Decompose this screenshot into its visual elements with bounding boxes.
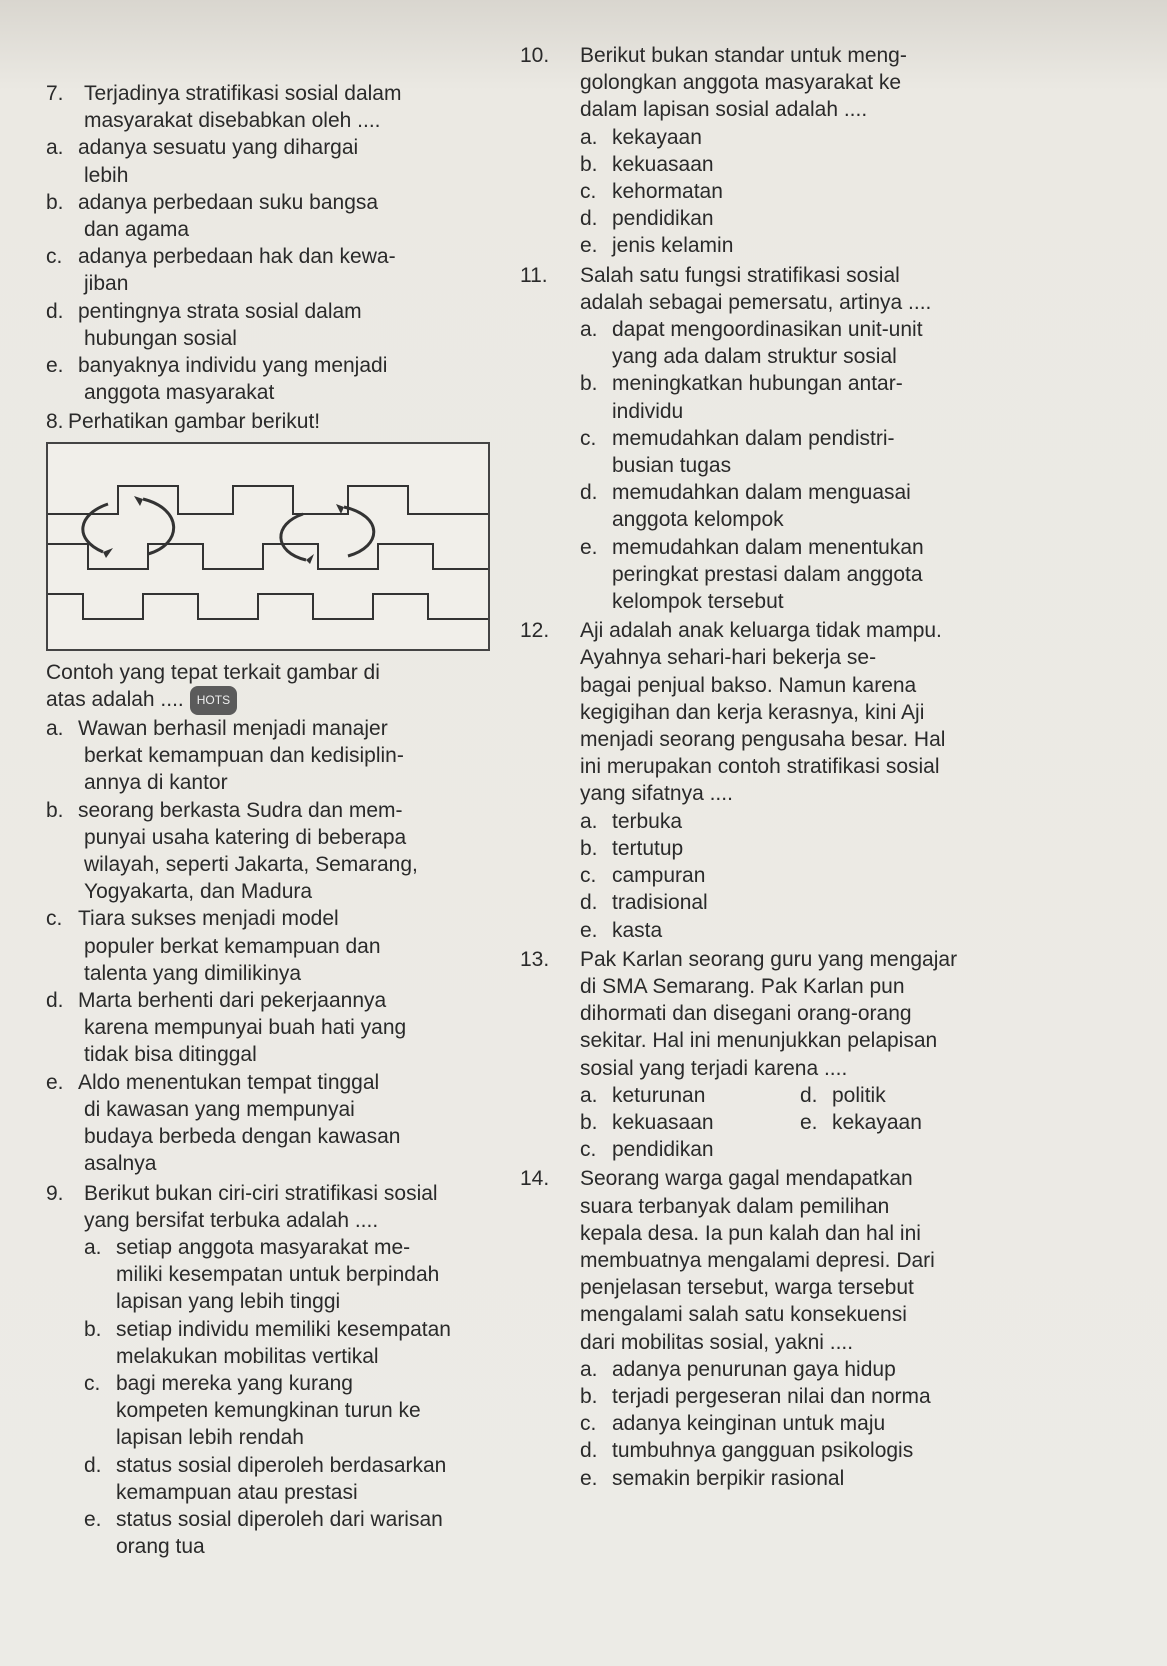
option-text: tidak bisa ditinggal: [84, 1043, 257, 1067]
question-stem: kepala desa. Ia pun kalah dan hal ini: [580, 1221, 921, 1245]
option-text: karena mempunyai buah hati yang: [84, 1016, 407, 1040]
option-e[interactable]: e. kasta: [580, 918, 663, 942]
question-stem: sekitar. Hal ini menunjukkan pelapisan: [580, 1029, 938, 1053]
option-d[interactable]: d. tumbuhnya gangguan psikologis: [580, 1439, 914, 1463]
question-stem: yang bersifat terbuka adalah ....: [84, 1208, 379, 1232]
option-text: miliki kesempatan untuk berpindah: [116, 1263, 440, 1287]
question-stem: membuatnya mengalami depresi. Dari: [580, 1248, 935, 1272]
option-b[interactable]: b. terjadi pergeseran nilai dan norma: [580, 1384, 931, 1408]
option-a[interactable]: a. dapat mengoordinasikan unit-unit: [580, 318, 923, 342]
option-c[interactable]: c. campuran: [580, 864, 706, 888]
option-b[interactable]: b. adanya perbedaan suku bangsa: [46, 190, 379, 214]
option-c[interactable]: c. memudahkan dalam pendistri-: [580, 426, 895, 450]
question-stem: sosial yang terjadi karena ....: [580, 1056, 848, 1080]
option-text: punyai usaha katering di beberapa: [84, 825, 407, 849]
option-text: wilayah, seperti Jakarta, Semarang,: [84, 853, 418, 877]
question-7: [46, 80, 566, 406]
question-number: 12.: [520, 619, 550, 643]
option-text: dan agama: [84, 218, 190, 242]
option-text: Yogyakarta, dan Madura: [84, 880, 313, 904]
option-b[interactable]: b. kekuasaan: [580, 152, 714, 176]
option-text: orang tua: [116, 1535, 205, 1559]
question-9: [46, 1180, 566, 1561]
option-a[interactable]: a. adanya sesuatu yang dihargai: [46, 136, 359, 160]
question-stem: Seorang warga gagal mendapatkan: [580, 1167, 913, 1191]
question-14: [520, 1165, 1140, 1491]
option-d[interactable]: d. Marta berhenti dari pekerjaannya: [46, 989, 387, 1013]
option-c[interactable]: c. adanya perbedaan hak dan kewa-: [46, 245, 396, 269]
option-d[interactable]: d. politik: [800, 1083, 886, 1107]
option-e[interactable]: e. memudahkan dalam menentukan: [580, 535, 924, 559]
right-column: [520, 42, 1140, 1494]
question-10: [520, 42, 1140, 260]
question-stem: adalah sebagai pemersatu, artinya ....: [580, 290, 932, 314]
option-a[interactable]: a. terbuka: [580, 809, 683, 833]
question-stem: Berikut bukan ciri-ciri stratifikasi sosial: [84, 1181, 438, 1205]
option-c[interactable]: c. Tiara sukses menjadi model: [46, 907, 339, 931]
option-e[interactable]: e. kekayaan: [800, 1110, 922, 1134]
option-text: lapisan lebih rendah: [116, 1426, 304, 1450]
hots-badge: HOTS: [190, 686, 237, 715]
question-11: [520, 262, 1140, 616]
question-stem: Aji adalah anak keluarga tidak mampu.: [580, 619, 942, 643]
question-stem: golongkan anggota masyarakat ke: [580, 71, 902, 95]
question-stem: Berikut bukan standar untuk meng-: [580, 44, 907, 67]
option-text: talenta yang dimilikinya: [84, 961, 302, 985]
option-text: kelompok tersebut: [612, 590, 784, 614]
question-stem: di SMA Semarang. Pak Karlan pun: [580, 974, 905, 998]
option-text: asalnya: [84, 1152, 157, 1176]
option-text: kompeten kemungkinan turun ke: [116, 1399, 421, 1423]
option-c[interactable]: c. bagi mereka yang kurang: [84, 1371, 353, 1395]
option-text: lapisan yang lebih tinggi: [116, 1290, 341, 1314]
option-text: berkat kemampuan dan kedisiplin-: [84, 744, 404, 768]
option-d[interactable]: d. memudahkan dalam menguasai: [580, 481, 911, 505]
question-stem: dalam lapisan sosial adalah ....: [580, 98, 868, 122]
option-d[interactable]: d. pentingnya strata sosial dalam: [46, 299, 362, 323]
question-stem: Pak Karlan seorang guru yang mengajar: [580, 947, 958, 971]
stratification-figure: [46, 442, 490, 651]
option-a[interactable]: a. setiap anggota masyarakat me-: [84, 1235, 411, 1259]
option-b[interactable]: b. setiap individu memiliki kesempatan: [84, 1317, 451, 1341]
option-text: budaya berbeda dengan kawasan: [84, 1125, 401, 1149]
question-number: 11.: [520, 263, 548, 287]
question-number: 9.: [46, 1181, 64, 1205]
option-d[interactable]: d. tradisional: [580, 891, 708, 915]
question-8: [46, 408, 566, 1177]
question-number: 14.: [520, 1167, 550, 1191]
question-stem: Contoh yang tepat terkait gambar di: [46, 660, 380, 684]
question-stem: dihormati dan disegani orang-orang: [580, 1002, 912, 1026]
option-text: populer berkat kemampuan dan: [84, 934, 381, 958]
question-stem: masyarakat disebabkan oleh ....: [84, 109, 381, 133]
option-a[interactable]: a. kekayaan: [580, 125, 702, 149]
option-text: jiban: [84, 272, 129, 296]
option-c[interactable]: c. adanya keinginan untuk maju: [580, 1412, 886, 1436]
option-text: busian tugas: [612, 454, 732, 478]
question-stem: Perhatikan gambar berikut!: [68, 410, 321, 434]
option-text: kemampuan atau prestasi: [116, 1480, 358, 1504]
option-e[interactable]: e. Aldo menentukan tempat tinggal: [46, 1070, 380, 1094]
question-13: [520, 946, 1140, 1164]
question-number: 10.: [520, 44, 550, 67]
question-stem: bagai penjual bakso. Namun karena: [580, 673, 917, 697]
option-text: hubungan sosial: [84, 326, 237, 350]
option-e[interactable]: e. jenis kelamin: [580, 234, 734, 258]
option-a[interactable]: a. Wawan berhasil menjadi manajer: [46, 717, 388, 741]
option-b[interactable]: b. kekuasaan: [580, 1110, 714, 1134]
question-number: 13.: [520, 947, 550, 971]
question-stem: Terjadinya stratifikasi sosial dalam: [84, 82, 402, 105]
option-b[interactable]: b. tertutup: [580, 836, 684, 860]
question-number: 8.: [46, 410, 64, 434]
option-text: anggota kelompok: [612, 508, 784, 532]
option-e[interactable]: e. semakin berpikir rasional: [580, 1466, 845, 1490]
question-stem: atas adalah ....: [46, 688, 184, 711]
option-text: melakukan mobilitas vertikal: [116, 1344, 379, 1368]
option-a[interactable]: a. adanya penurunan gaya hidup: [580, 1357, 896, 1381]
option-b[interactable]: b. meningkatkan hubungan antar-: [580, 372, 903, 396]
option-e[interactable]: e. status sosial diperoleh dari warisan: [84, 1507, 443, 1531]
option-text: anggota masyarakat: [84, 381, 275, 405]
option-text: peringkat prestasi dalam anggota: [612, 562, 923, 586]
option-text: yang ada dalam struktur sosial: [612, 345, 897, 369]
question-stem: penjelasan tersebut, warga tersebut: [580, 1276, 914, 1300]
open-stratification-diagram: [48, 444, 488, 649]
question-stem: yang sifatnya ....: [580, 782, 733, 806]
question-stem: suara terbanyak dalam pemilihan: [580, 1194, 890, 1218]
question-stem: Ayahnya sehari-hari bekerja se-: [580, 646, 877, 670]
question-stem: ini merupakan contoh stratifikasi sosial: [580, 755, 940, 779]
option-text: lebih: [84, 163, 129, 187]
question-stem: mengalami salah satu konsekuensi: [580, 1303, 907, 1327]
question-stem: menjadi seorang pengusaha besar. Hal: [580, 728, 946, 752]
option-a[interactable]: a. keturunan: [580, 1083, 706, 1107]
option-text: annya di kantor: [84, 771, 228, 795]
option-d[interactable]: d. pendidikan: [580, 207, 714, 231]
option-text: di kawasan yang mempunyai: [84, 1097, 355, 1121]
option-c[interactable]: c. kehormatan: [580, 180, 723, 204]
option-d[interactable]: d. status sosial diperoleh berdasarkan: [84, 1453, 447, 1477]
question-stem: dari mobilitas sosial, yakni ....: [580, 1330, 854, 1354]
option-text: individu: [612, 399, 684, 423]
question-stem: kegigihan dan kerja kerasnya, kini Aji: [580, 700, 925, 724]
left-column: [46, 80, 566, 1562]
question-12: [520, 617, 1140, 943]
option-b[interactable]: b. seorang berkasta Sudra dan mem-: [46, 798, 403, 822]
option-c[interactable]: c. pendidikan: [580, 1138, 714, 1162]
option-e[interactable]: e. banyaknya individu yang menjadi: [46, 354, 388, 378]
question-number: 7.: [46, 82, 64, 105]
question-stem: Salah satu fungsi stratifikasi sosial: [580, 263, 900, 287]
